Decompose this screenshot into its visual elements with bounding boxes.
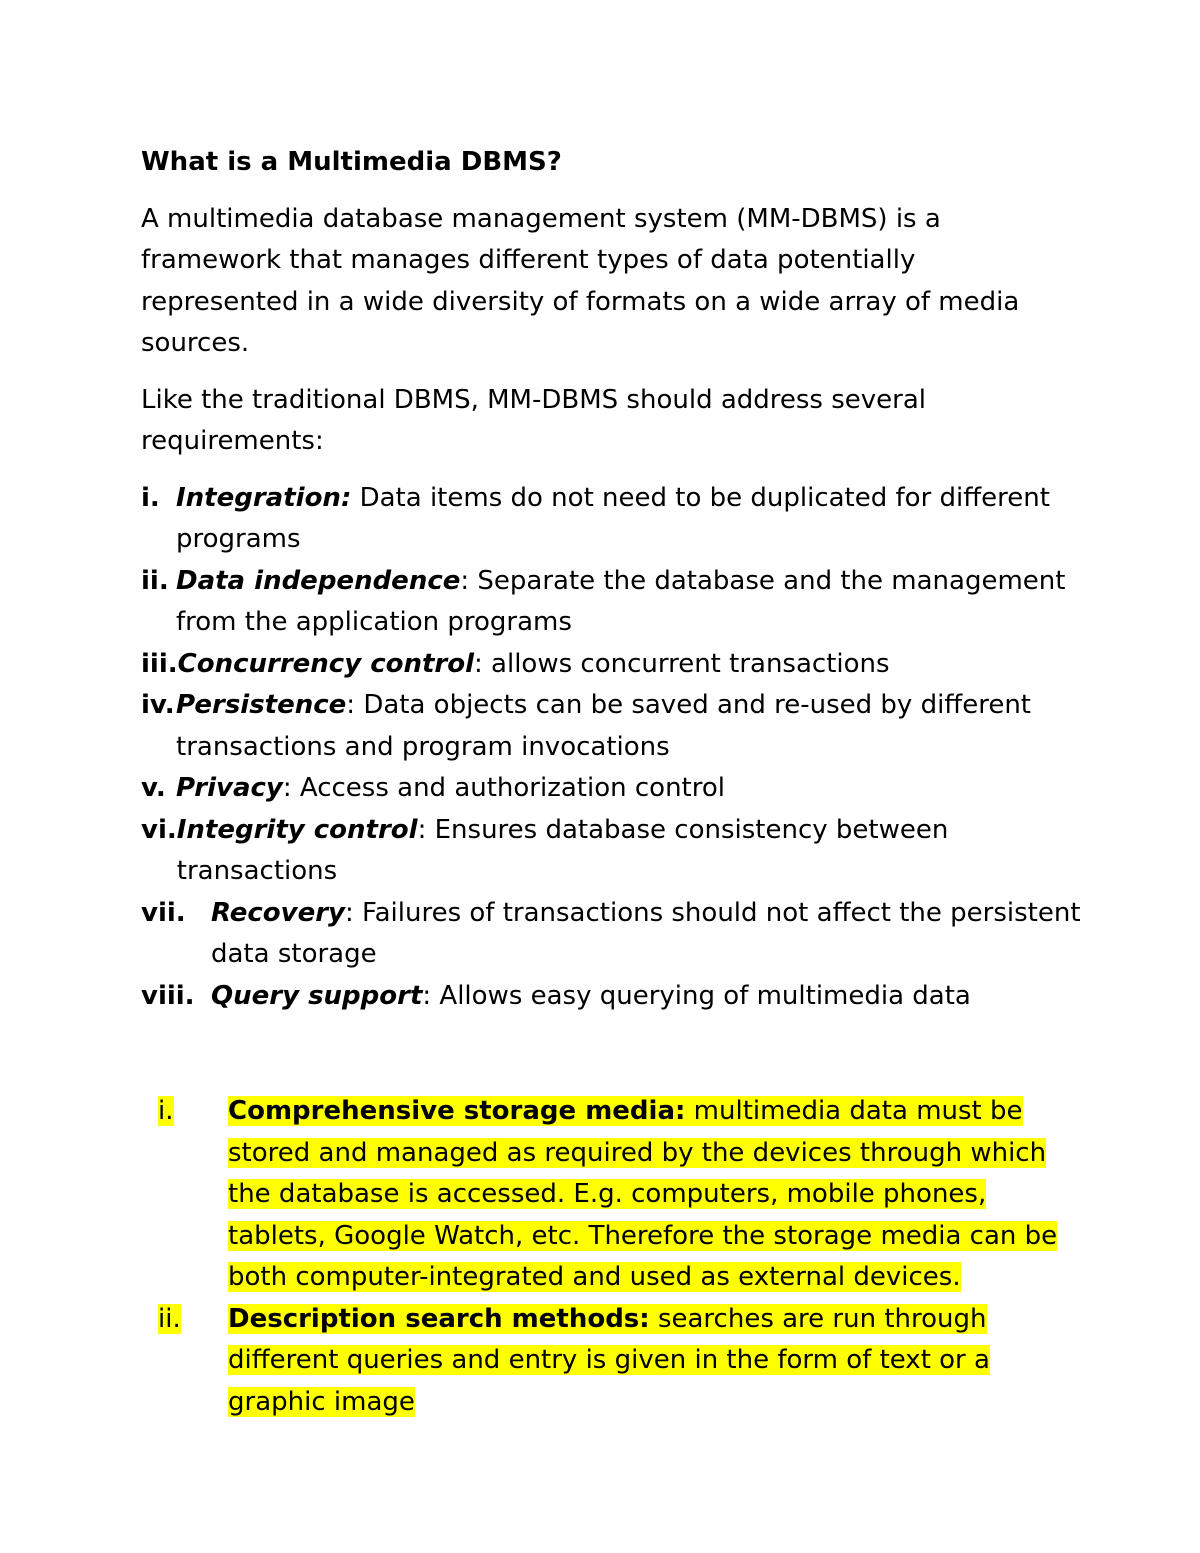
highlighted-number: ii. bbox=[158, 1303, 181, 1334]
requirement-text: : Access and authorization control bbox=[282, 773, 725, 803]
list-body bbox=[177, 810, 1081, 893]
list-item bbox=[141, 893, 1081, 976]
list-number: v. bbox=[141, 773, 166, 803]
requirement-text: : allows concurrent transactions bbox=[474, 648, 890, 679]
requirement-text: : Ensures database consistency between transactions bbox=[176, 814, 949, 886]
requirement-term: Recovery bbox=[211, 897, 345, 928]
list-number: ii. bbox=[141, 565, 169, 596]
list-number: vi. bbox=[141, 814, 177, 845]
requirement-text: : Failures of transactions should not affect the persistent data storage bbox=[211, 897, 1081, 969]
list-number: i. bbox=[141, 482, 160, 513]
list-number bbox=[141, 1299, 228, 1341]
highlighted-list bbox=[141, 1091, 1081, 1423]
list-body bbox=[211, 893, 1081, 976]
requirement-text: : Allows easy querying of multimedia data bbox=[422, 980, 971, 1011]
requirement-term: Data independence bbox=[176, 565, 461, 596]
intro-paragraph: A multimedia database management system (MM-DBMS) is a framework that manages different types of data potentially represented in a wide diversity of formats on a wide array of media sources. bbox=[141, 203, 1020, 358]
list-body bbox=[176, 685, 1081, 768]
list-item bbox=[141, 685, 1081, 768]
list-item bbox=[141, 976, 1081, 1018]
list-number: iii. bbox=[141, 648, 178, 679]
list-item bbox=[141, 1299, 1081, 1424]
spacer bbox=[141, 1017, 1081, 1091]
requirement-term: Persistence bbox=[176, 690, 347, 720]
list-body bbox=[176, 478, 1081, 561]
list-body bbox=[176, 561, 1081, 644]
requirements-list bbox=[141, 478, 1081, 1018]
requirement-term: Concurrency control bbox=[177, 648, 475, 679]
requirement-term: Privacy bbox=[176, 773, 283, 803]
highlighted-text bbox=[228, 1096, 1057, 1292]
highlighted-description: multimedia data must be stored and managed as required by the devices through which the database is accessed. E.g. computers, mobile phones, tablets, Google Watch, etc. Therefore the storage media can be both computer-integrated and used as external devices. bbox=[228, 1096, 1058, 1292]
list-body bbox=[228, 1091, 1081, 1299]
requirement-text: : Separate the database and the management from the application programs bbox=[176, 565, 1066, 637]
page-title: What is a Multimedia DBMS? bbox=[141, 147, 562, 177]
list-item bbox=[141, 1091, 1081, 1299]
requirement-term: Query support bbox=[211, 980, 423, 1011]
list-number bbox=[141, 1091, 228, 1133]
highlighted-term: Description search methods: bbox=[228, 1303, 650, 1334]
lead-paragraph: Like the traditional DBMS, MM-DBMS should address several requirements: bbox=[141, 384, 927, 456]
requirement-text: Data items do not need to be duplicated for different programs bbox=[176, 482, 1050, 554]
list-item bbox=[141, 478, 1081, 561]
list-item bbox=[141, 810, 1081, 893]
list-body bbox=[176, 768, 1081, 810]
requirement-text: : Data objects can be saved and re-used by different transactions and program invocations bbox=[176, 690, 1032, 762]
list-body bbox=[211, 976, 1081, 1018]
list-number: viii. bbox=[141, 980, 195, 1011]
requirement-term: Integration: bbox=[176, 482, 352, 513]
highlighted-text bbox=[228, 1304, 990, 1417]
highlighted-number: i. bbox=[158, 1096, 174, 1126]
highlighted-description: searches are run through different queries and entry is given in the form of text or a graphic image bbox=[228, 1303, 990, 1417]
requirement-term: Integrity control bbox=[176, 814, 418, 845]
highlighted-term: Comprehensive storage media: bbox=[228, 1096, 686, 1126]
list-number: vii. bbox=[141, 897, 186, 928]
list-body bbox=[178, 644, 1081, 686]
list-number: iv. bbox=[141, 690, 175, 720]
list-body bbox=[228, 1299, 1081, 1424]
list-item bbox=[141, 768, 1081, 810]
document-content bbox=[141, 142, 1081, 1423]
list-item bbox=[141, 644, 1081, 686]
list-item bbox=[141, 561, 1081, 644]
